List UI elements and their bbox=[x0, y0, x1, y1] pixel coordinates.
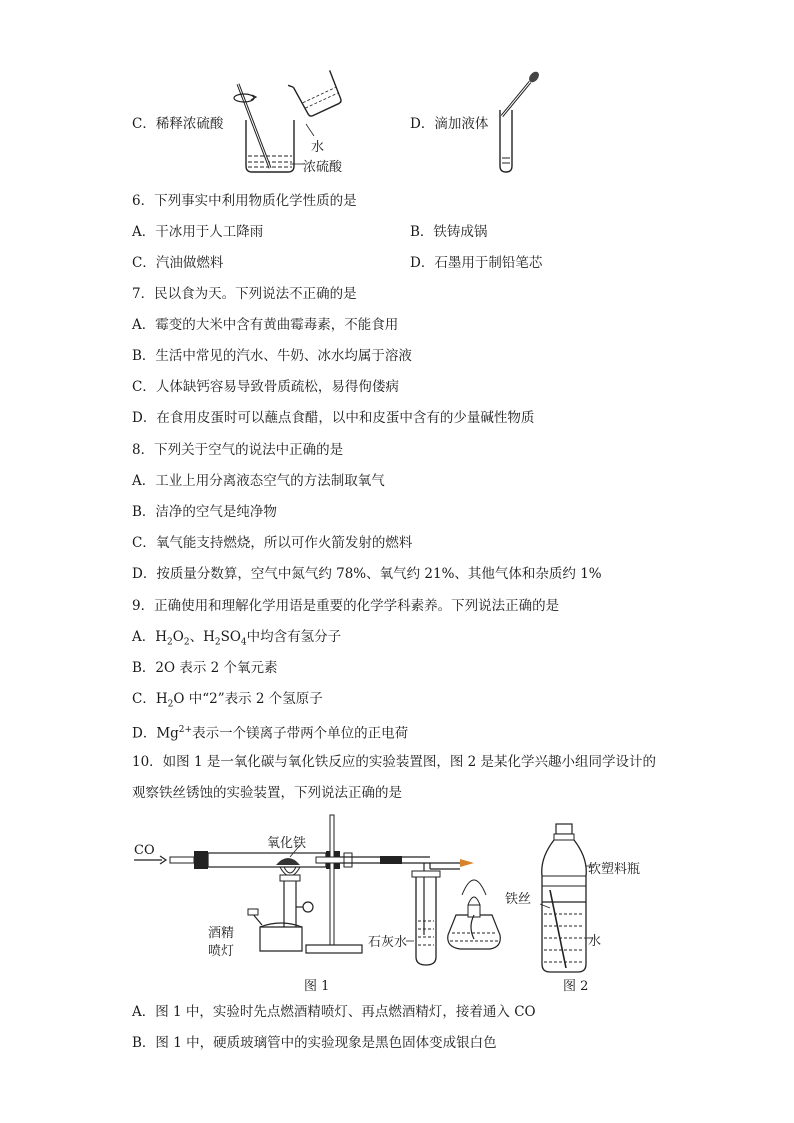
q9-stem: 9．正确使用和理解化学用语是重要的化学学科素养。下列说法正确的是 bbox=[132, 598, 560, 614]
limewater-label: 石灰水 bbox=[368, 935, 408, 950]
q5-option-d: D．滴加液体 bbox=[410, 116, 489, 132]
water-label-fig2: 水 bbox=[588, 934, 602, 949]
co-label: CO bbox=[134, 843, 155, 858]
q8-option-d: D．按质量分数算，空气中氮气约 78%、氧气约 21%、其他气体和杂质约 1% bbox=[132, 566, 602, 582]
q7-option-b: B．生活中常见的汽水、牛奶、冰水均属于溶液 bbox=[132, 348, 412, 364]
q10-stem-line-2: 观察铁丝锈蚀的实验装置，下列说法正确的是 bbox=[132, 785, 402, 801]
iron-wire-label: 铁丝 bbox=[505, 892, 532, 907]
q7-option-a: A．霉变的大米中含有黄曲霉毒素，不能食用 bbox=[132, 317, 399, 333]
soft-plastic-bottle-label: 软塑料瓶 bbox=[588, 862, 641, 877]
q8-option-a: A．工业上用分离液态空气的方法制取氧气 bbox=[132, 473, 385, 489]
q8-stem: 8．下列关于空气的说法中正确的是 bbox=[132, 442, 344, 458]
q5-option-c: C．稀释浓硫酸 bbox=[132, 116, 224, 132]
q6-option-d: D．石墨用于制铅笔芯 bbox=[410, 255, 543, 271]
figure-2-caption: 图 2 bbox=[563, 979, 589, 994]
burner-label-line-2: 喷灯 bbox=[208, 944, 235, 959]
figure-1-apparatus bbox=[130, 815, 510, 975]
q7-option-c: C．人体缺钙容易导致骨质疏松，易得佝偻病 bbox=[132, 379, 399, 395]
q9-option-d: D．$Mg^{2+}$表示一个镁离子带两个单位的正电荷 bbox=[132, 725, 409, 742]
burner-label-line-1: 酒精 bbox=[208, 926, 235, 941]
q8-option-b: B．洁净的空气是纯净物 bbox=[132, 504, 277, 520]
q10-option-a: A．图 1 中，实验时先点燃酒精喷灯、再点燃酒精灯，接着通入 CO bbox=[132, 1004, 536, 1020]
q7-stem: 7．民以食为天。下列说法不正确的是 bbox=[132, 286, 357, 302]
figure-2-bottle bbox=[536, 822, 596, 974]
q8-option-c: C．氧气能支持燃烧，所以可作火箭发射的燃料 bbox=[132, 535, 413, 551]
q6-option-b: B．铁铸成锅 bbox=[410, 224, 488, 240]
iron-oxide-label: 氧化铁 bbox=[267, 836, 307, 851]
q9-option-b: B．2O 表示 2 个氧元素 bbox=[132, 660, 278, 676]
q10-option-b: B．图 1 中，硬质玻璃管中的实验现象是黑色固体变成银白色 bbox=[132, 1035, 497, 1051]
q9-option-a: A．$H_2O_2$、$H_2SO_4$中均含有氢分子 bbox=[132, 629, 342, 648]
q6-option-a: A．干冰用于人工降雨 bbox=[132, 224, 264, 240]
q6-stem: 6．下列事实中利用物质化学性质的是 bbox=[132, 193, 357, 209]
q10-stem-line-1: 10．如图 1 是一氧化碳与氧化铁反应的实验装置图，图 2 是某化学兴趣小组同学设计的 bbox=[132, 754, 657, 770]
q9-option-c: C．$H_2O$ 中“2”表示 2 个氢原子 bbox=[132, 691, 323, 710]
q6-option-c: C．汽油做燃料 bbox=[132, 255, 224, 271]
water-label: 水 bbox=[311, 140, 325, 155]
q7-option-d: D．在食用皮蛋时可以蘸点食醋，以中和皮蛋中含有的少量碱性物质 bbox=[132, 410, 535, 426]
dropper-test-tube-diagram bbox=[492, 70, 542, 175]
concentrated-acid-label: 浓硫酸 bbox=[303, 160, 343, 175]
figure-1-caption: 图 1 bbox=[304, 979, 330, 994]
